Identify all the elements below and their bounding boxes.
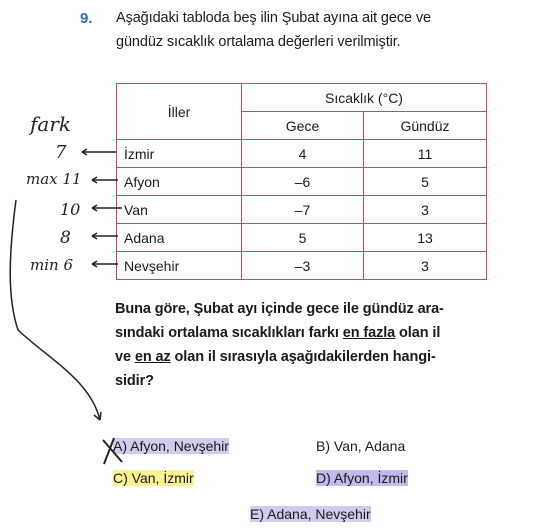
- day-temp: 3: [364, 196, 487, 224]
- prompt-line-3: ve en az olan il sırasıyla aşağıdakilerden hangi-: [115, 349, 436, 365]
- emphasis-least: en az: [134, 349, 171, 365]
- province-name: İzmir: [117, 140, 242, 168]
- night-temp: –3: [242, 252, 364, 280]
- night-temp: –7: [242, 196, 364, 224]
- option-c[interactable]: C) Van, İzmir: [113, 470, 194, 486]
- question-text-line-2: gündüz sıcaklık ortalama değerleri verilmiştir.: [116, 34, 401, 50]
- temperature-header: Sıcaklık (°C): [242, 84, 487, 112]
- day-header: Gündüz: [364, 112, 487, 140]
- handwritten-note: max 11: [26, 170, 82, 188]
- question-text-line-1: Aşağıdaki tabloda beş ilin Şubat ayına ait gece ve: [116, 10, 432, 26]
- handwritten-note: 10: [60, 200, 81, 219]
- emphasis-most: en fazla: [342, 325, 396, 341]
- handwritten-note: 7: [55, 142, 67, 163]
- handwritten-note: min 6: [30, 256, 73, 274]
- option-d[interactable]: D) Afyon, İzmir: [316, 470, 408, 486]
- option-e[interactable]: E) Adana, Nevşehir: [250, 506, 371, 522]
- day-temp: 3: [364, 252, 487, 280]
- option-b[interactable]: B) Van, Adana: [316, 438, 406, 454]
- handwritten-header: fark: [30, 112, 72, 136]
- prompt-line-2: sındaki ortalama sıcaklıkları farkı en fazla olan il: [115, 325, 441, 341]
- prompt-line-1: Buna göre, Şubat ayı içinde gece ile gündüz ara-: [115, 301, 444, 317]
- option-a[interactable]: A) Afyon, Nevşehir: [113, 438, 229, 454]
- provinces-header: İller: [117, 84, 242, 140]
- day-temp: 5: [364, 168, 487, 196]
- handwritten-note: 8: [60, 228, 71, 248]
- night-temp: –6: [242, 168, 364, 196]
- province-name: Van: [117, 196, 242, 224]
- night-temp: 4: [242, 140, 364, 168]
- night-header: Gece: [242, 112, 364, 140]
- province-name: Afyon: [117, 168, 242, 196]
- province-name: Nevşehir: [117, 252, 242, 280]
- day-temp: 11: [364, 140, 487, 168]
- prompt-line-4: sidir?: [115, 373, 154, 389]
- day-temp: 13: [364, 224, 487, 252]
- province-name: Adana: [117, 224, 242, 252]
- night-temp: 5: [242, 224, 364, 252]
- question-number: 9.: [80, 10, 93, 27]
